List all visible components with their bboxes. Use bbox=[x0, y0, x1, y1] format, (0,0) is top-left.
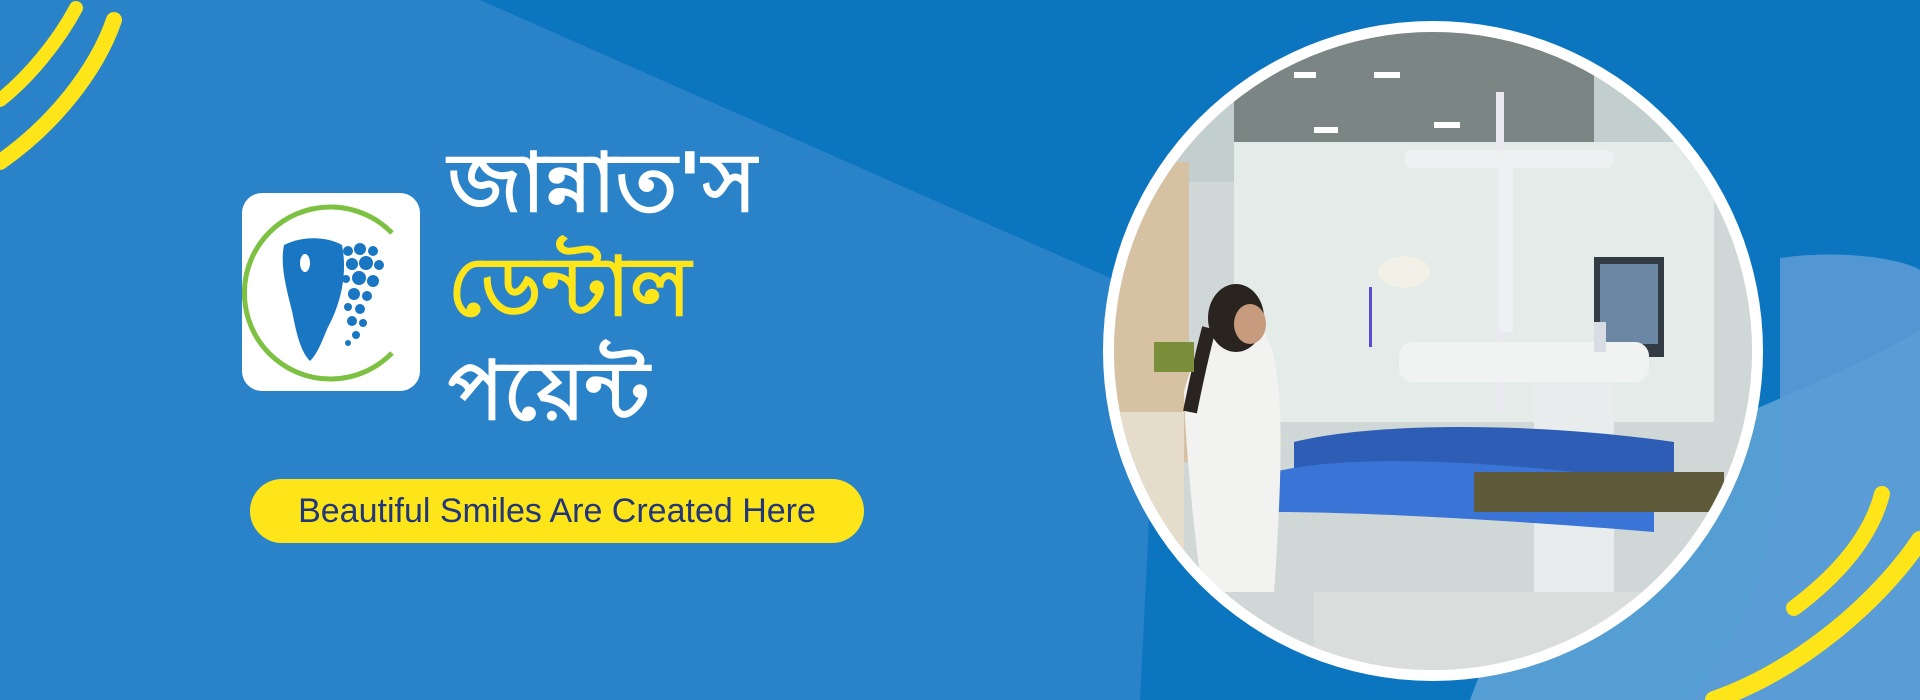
clinic-name-line1: জান্নাত'স bbox=[448, 136, 757, 231]
clinic-name-line2: ডেন্টাল bbox=[448, 240, 692, 335]
logo-tooth-shape bbox=[283, 238, 344, 361]
clinic-photo-illustration bbox=[1114, 32, 1752, 670]
logo-bubbles bbox=[342, 243, 384, 346]
logo-tooth-highlight bbox=[300, 254, 310, 272]
clinic-name bbox=[448, 132, 968, 444]
dentist-treating-patient-photo bbox=[1114, 32, 1752, 670]
tagline-pill: Beautiful Smiles Are Created Here bbox=[250, 479, 864, 543]
clinic-name-line3: পয়েন্ট bbox=[448, 344, 650, 439]
clinic-photo-frame bbox=[1103, 21, 1763, 681]
tooth-logo-icon bbox=[242, 193, 420, 391]
logo-card bbox=[242, 193, 420, 391]
